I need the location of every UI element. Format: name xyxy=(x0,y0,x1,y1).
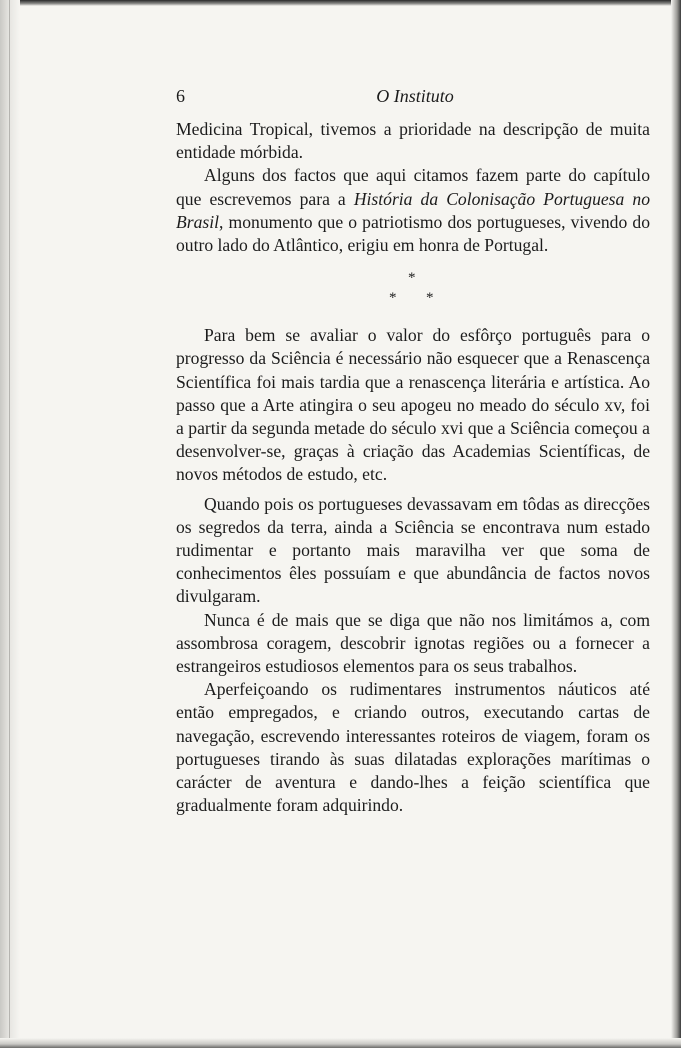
paragraph-2-text-b: , monumento que o patriotismo dos portugueses, vivendo do outro lado do Atlântico, erigiu em honra de Portugal. xyxy=(176,211,650,256)
asterism-star-left: * xyxy=(389,290,397,307)
running-title: O Instituto xyxy=(376,86,454,106)
body-text xyxy=(176,118,650,817)
paragraph-3: Para bem se avaliar o valor do esfôrço português para o progresso da Sciência é necessário não esquecer que a Renascença Scientífica foi mais tardia que a renascença literária e artística. Ao passo que a Arte atingira o seu apogeu no meado do século xv, foi a partir da segunda metade do século xvi que a Sciência começou a desenvolver-se, graças à criação das Academias Scientíficas, de novos métodos de estudo, etc. xyxy=(176,325,650,485)
page-binding-edge xyxy=(0,0,20,1048)
book-title: História da Colonisação Portuguesa no Brasil xyxy=(176,188,650,232)
paragraph-1: Medicina Tropical, tivemos a prioridade na descripção de muita entidade mórbida. xyxy=(176,119,650,163)
page-top-edge xyxy=(0,0,681,6)
paragraph-2 xyxy=(176,164,650,257)
page-number: 6 xyxy=(176,86,185,106)
paragraph-6: Aperfeiçoando os rudimentares instrumentos náuticos até então empregados, e criando outros, executando cartas de navegação, escrevendo interessantes roteiros de viagem, foram os portugueses tirando às suas dilatadas explorações marítimas o carácter de aventura e dando-lhes a feição scientífica que gradualmente foram adquirindo. xyxy=(176,679,650,816)
page-right-edge xyxy=(671,0,681,1048)
asterism-star-top: * xyxy=(408,270,416,287)
asterism-star-right: * xyxy=(426,290,434,307)
paragraph-4: Quando pois os portugueses devassavam em tôdas as direcções os segredos da terra, ainda a Sciência se encontrava num estado rudimentar e portanto mais maravilha ver que soma de conhecimentos êles possuíam e que abundância de factos novos divulgaram. xyxy=(176,493,650,607)
page-bottom-edge xyxy=(0,1038,681,1048)
paragraph-5: Nunca é de mais que se diga que não nos limitámos a, com assombrosa coragem, descobrir ignotas regiões ou a fornecer a estrangeiros estudiosos elementos para os seus trabalhos. xyxy=(176,609,650,677)
page-header xyxy=(176,86,650,110)
section-break-asterism xyxy=(176,267,650,313)
paragraph-2-text-a: Alguns dos factos que aqui citamos fazem parte do capítulo que escrevemos para a xyxy=(176,165,650,209)
